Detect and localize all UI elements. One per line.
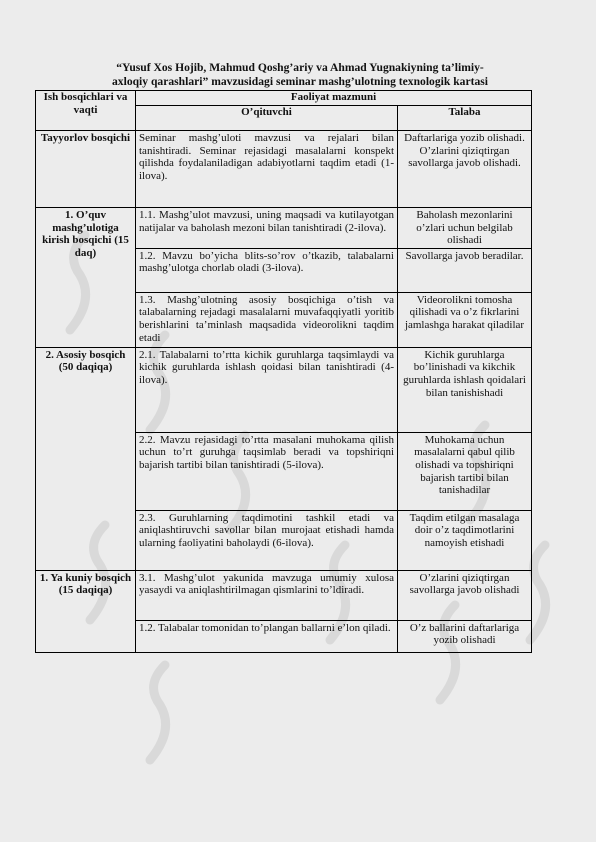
stage-cell: 2. Asosiy bosqich (50 daqiqa) (36, 347, 136, 570)
header-teacher: O’qituvchi (136, 106, 398, 131)
header-student: Talaba (398, 106, 532, 131)
stage-cell: 1. O’quv mashg’ulotiga kirish bosqichi (15 daq) (36, 208, 136, 348)
teacher-cell: 1.2. Talabalar tomonidan to’plangan ballarni e’lon qiladi. (136, 620, 398, 652)
table-row (36, 347, 532, 432)
table-row (36, 208, 532, 249)
student-cell: Daftarlariga yozib olishadi. O’zlarini qiziqtirgan savollarga javob olishadi. (398, 131, 532, 208)
technology-card-table (35, 90, 532, 653)
teacher-cell: 1.1. Mashg’ulot mavzusi, uning maqsadi va kutilayotgan natijalar va baholash mezoni bilan tanishtiradi (2-ilova). (136, 208, 398, 249)
stage-cell: 1. Ya kuniy bosqich (15 daqiqa) (36, 570, 136, 652)
teacher-cell: 2.3. Guruhlarning taqdimotini tashkil etadi va aniqlashtiruvchi savollar bilan murojaat etishadi hamda ularning faoliyatini baholaydi (6-ilova). (136, 510, 398, 570)
title-line-1: “Yusuf Xos Hojib, Mahmud Qoshg’ariy va Ahmad Yugnakiyning ta’limiy- (116, 61, 484, 74)
student-cell: O’zlarini qiziqtirgan savollarga javob olishadi (398, 570, 532, 620)
student-cell: Taqdim etilgan masalaga doir o’z taqdimotlarini namoyish etishadi (398, 510, 532, 570)
student-cell: Savollarga javob beradilar. (398, 248, 532, 292)
header-row (36, 91, 532, 106)
teacher-cell: 3.1. Mashg’ulot yakunida mavzuga umumiy xulosa yasaydi va aniqlashtirilmagan qismlarini to’ldiradi. (136, 570, 398, 620)
teacher-cell: 2.2. Mavzu rejasidagi to’rtta masalani muhokama qilish uchun to’rt guruhga taqsimlab beradi va topshiriqni bajarish tartibi bilan tanishtiradi (5-ilova). (136, 432, 398, 510)
student-cell: Videorolikni tomosha qilishadi va o’z fikrlarini jamlashga harakat qiladilar (398, 292, 532, 347)
table-row (36, 570, 532, 620)
teacher-cell: Seminar mashg’uloti mavzusi va rejalari bilan tanishtiradi. Seminar rejasidagi masalalarni konspekt qilishda foydalaniladigan adabiyotlarni taqdim etadi (1-ilova). (136, 131, 398, 208)
student-cell: Muhokama uchun masalalarni qabul qilib olishadi va topshiriqni bajarish tartibi bilan tanishadilar (398, 432, 532, 510)
teacher-cell: 1.2. Mavzu bo’yicha blits-so’rov o’tkazib, talabalarni mashg’ulotga chorlab oladi (3-ilova). (136, 248, 398, 292)
student-cell: O’z ballarini daftarlariga yozib olishadi (398, 620, 532, 652)
student-cell: Kichik guruhlarga bo’linishadi va kikchik guruhlarda ishlash qoidalari bilan tanishishadi (398, 347, 532, 432)
table-row (36, 131, 532, 208)
header-content: Faoliyat mazmuni (136, 91, 532, 106)
student-cell: Baholash mezonlarini o’zlari uchun belgilab olishadi (398, 208, 532, 249)
teacher-cell: 2.1. Talabalarni to’rtta kichik guruhlarga taqsimlaydi va kichik guruhlarda ishlash qoidasi bilan tanishtiradi (4-ilova). (136, 347, 398, 432)
document-title (60, 61, 540, 89)
header-stages: Ish bosqichlari va vaqti (36, 91, 136, 131)
stage-cell: Tayyorlov bosqichi (36, 131, 136, 208)
title-line-2: axloqiy qarashlari” mavzusidagi seminar mashg’ulotning texnologik kartasi (112, 75, 488, 88)
teacher-cell: 1.3. Mashg’ulotning asosiy bosqichiga o’tish va talabalarning rejadagi masalalarni muvafaqqiyatli yoritib berishlarini ta’minlash maqsadida videorolikni taqdim etadi (136, 292, 398, 347)
